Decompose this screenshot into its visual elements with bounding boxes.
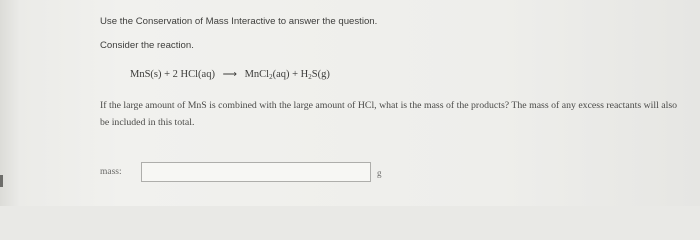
mass-label: mass: [100, 167, 122, 177]
reactants: MnS(s) + 2 HCl(aq) [130, 69, 215, 80]
question-panel [86, 0, 692, 206]
question-text: If the large amount of MnS is combined with the large amount of HCl, what is the mass of the products? The mass of any excess reactants will also be included in this total. [100, 100, 678, 128]
unit-label: g [377, 168, 382, 178]
product-middle: (aq) + H [272, 69, 309, 80]
reaction-arrow-icon: ⟶ [222, 69, 237, 80]
product-mncl-subscript: 2 [269, 73, 273, 81]
edge-mark [0, 175, 3, 187]
instruction-text: Use the Conservation of Mass Interactive to answer the question. [100, 16, 378, 27]
mass-input[interactable] [141, 162, 371, 182]
product-h2s-subscript: 2 [308, 73, 312, 81]
consider-text: Consider the reaction. [100, 40, 194, 51]
product-h2s-suffix: S(g) [311, 69, 330, 80]
reaction-equation [130, 69, 330, 81]
product-mncl-prefix: MnCl [244, 69, 270, 80]
